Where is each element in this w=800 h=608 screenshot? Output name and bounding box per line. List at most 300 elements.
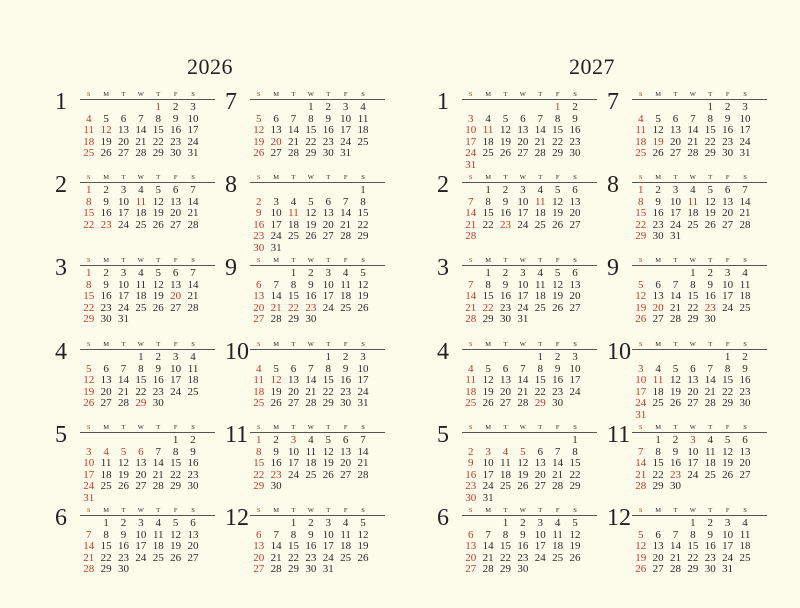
day-number: 2 — [467, 445, 474, 458]
month-block — [225, 256, 385, 336]
month-block — [607, 340, 767, 420]
month-number: 2 — [55, 172, 67, 198]
day-number: 1 — [172, 434, 179, 446]
day-number: 15 — [170, 457, 182, 470]
day-number: 10 — [739, 112, 751, 125]
month-number: 10 — [225, 339, 249, 365]
empty-cell — [649, 268, 666, 280]
day-number: 5 — [360, 267, 366, 279]
empty-cell — [497, 102, 514, 114]
weekday-label: F — [173, 174, 178, 181]
day-number: 26 — [83, 397, 95, 410]
weekday-label: S — [256, 507, 261, 514]
weekday-header — [462, 506, 597, 516]
day-number: 24 — [722, 301, 734, 314]
day-number: 13 — [322, 207, 334, 220]
day-number: 31 — [357, 397, 369, 410]
day-number: 11 — [340, 528, 351, 541]
day-number: 17 — [739, 124, 751, 137]
day-number: 10 — [187, 112, 199, 125]
weekday-label: W — [689, 507, 696, 514]
day-number: 12 — [482, 374, 494, 387]
weekday-label: T — [156, 341, 161, 348]
empty-cell — [479, 352, 496, 364]
day-number: 27 — [340, 468, 352, 481]
day-number: 12 — [704, 195, 716, 208]
day-number: 8 — [360, 195, 366, 208]
day-number: 19 — [482, 385, 494, 398]
day-grid — [462, 352, 597, 410]
weekday-label: W — [689, 424, 696, 431]
month-grid — [250, 340, 385, 410]
day-number: 3 — [342, 101, 349, 113]
day-number: 18 — [253, 385, 265, 398]
day-number: 5 — [707, 184, 713, 196]
day-number: 13 — [652, 540, 664, 553]
day-number: 29 — [152, 147, 164, 160]
day-number: 22 — [534, 385, 546, 398]
day-number: 15 — [322, 374, 334, 387]
weekday-label: M — [273, 507, 279, 514]
day-number: 15 — [287, 540, 299, 553]
day-number: 6 — [502, 362, 509, 375]
day-number: 22 — [687, 551, 699, 564]
empty-cell — [462, 352, 479, 364]
day-number: 19 — [305, 218, 317, 231]
month-block — [225, 423, 385, 503]
weekday-label: F — [173, 424, 178, 431]
day-number: 26 — [652, 147, 664, 160]
day-number: 6 — [255, 528, 262, 541]
day-number: 12 — [170, 528, 182, 541]
day-grid — [632, 352, 767, 422]
day-number: 6 — [572, 184, 578, 196]
day-number: 9 — [707, 528, 713, 541]
day-number: 19 — [83, 385, 95, 398]
weekday-label: T — [538, 174, 543, 181]
day-number: 1 — [485, 184, 491, 196]
day-number: 26 — [100, 147, 112, 160]
weekday-label: M — [655, 174, 661, 181]
day-number: 30 — [270, 480, 282, 493]
day-number: 28 — [534, 147, 546, 160]
empty-cell — [302, 185, 319, 197]
weekday-label: F — [555, 257, 560, 264]
day-number: 25 — [187, 385, 199, 398]
weekday-label: W — [519, 174, 526, 181]
day-number: 31 — [270, 241, 282, 254]
day-number: 24 — [482, 480, 494, 493]
day-number: 1 — [290, 267, 297, 279]
weekday-label: W — [307, 91, 314, 98]
empty-cell — [667, 518, 684, 530]
day-number: 24 — [340, 135, 352, 148]
day-number: 12 — [152, 278, 164, 291]
day-number: 31 — [635, 408, 647, 421]
weekday-label: T — [156, 507, 161, 514]
day-number: 22 — [687, 301, 699, 314]
weekday-header — [80, 256, 215, 266]
day-number: 7 — [637, 445, 644, 458]
day-number: 19 — [552, 290, 564, 303]
month-number: 5 — [55, 422, 67, 448]
day-grid — [462, 518, 597, 576]
day-number: 28 — [270, 313, 282, 326]
day-number: 27 — [170, 218, 182, 231]
day-number: 30 — [499, 313, 511, 326]
day-number: 17 — [517, 207, 529, 220]
day-number: 6 — [655, 528, 661, 541]
day-number: 8 — [85, 278, 92, 291]
day-number: 19 — [499, 135, 511, 148]
day-number: 21 — [669, 301, 681, 314]
weekday-label: M — [655, 257, 661, 264]
day-number: 13 — [287, 374, 299, 387]
day-number: 2 — [103, 267, 109, 279]
month-grid — [80, 90, 215, 160]
day-number: 24 — [722, 551, 734, 564]
day-number: 16 — [100, 290, 112, 303]
weekday-label: W — [689, 257, 696, 264]
day-number: 17 — [340, 124, 352, 137]
day-number: 1 — [690, 267, 696, 279]
day-number: 26 — [704, 218, 716, 231]
weekday-label: F — [343, 174, 348, 181]
month-block — [437, 506, 597, 586]
day-number: 19 — [635, 301, 647, 314]
weekday-label: S — [361, 91, 365, 98]
day-number: 19 — [569, 540, 581, 553]
day-number: 19 — [517, 468, 529, 481]
day-number: 10 — [322, 528, 334, 541]
day-number: 7 — [554, 445, 561, 458]
day-number: 26 — [517, 480, 529, 493]
weekday-label: T — [291, 174, 296, 181]
day-number: 23 — [100, 301, 112, 314]
day-number: 20 — [187, 540, 199, 553]
day-number: 6 — [325, 195, 331, 208]
weekday-label: W — [519, 424, 526, 431]
day-number: 4 — [707, 434, 713, 446]
day-number: 16 — [100, 207, 112, 220]
day-number: 26 — [270, 397, 282, 410]
day-number: 30 — [569, 147, 581, 160]
day-number: 25 — [340, 551, 352, 564]
day-number: 1 — [707, 101, 713, 113]
day-number: 31 — [722, 563, 734, 576]
day-number: 30 — [152, 397, 164, 410]
day-number: 13 — [569, 278, 581, 291]
weekday-label: W — [519, 257, 526, 264]
day-number: 15 — [83, 207, 95, 220]
month-grid — [250, 90, 385, 160]
day-number: 8 — [290, 278, 297, 291]
day-number: 20 — [534, 468, 546, 481]
weekday-header — [250, 423, 385, 433]
day-number: 29 — [83, 313, 95, 326]
day-number: 3 — [742, 101, 748, 113]
day-number: 5 — [572, 517, 578, 529]
day-number: 2 — [502, 267, 509, 279]
weekday-label: F — [173, 507, 178, 514]
day-number: 8 — [485, 278, 491, 291]
day-number: 5 — [120, 445, 127, 458]
day-number: 2 — [172, 101, 179, 113]
weekday-label: S — [86, 174, 91, 181]
day-number: 27 — [652, 563, 664, 576]
day-number: 11 — [253, 374, 264, 387]
day-number: 12 — [270, 374, 282, 387]
day-number: 24 — [270, 230, 282, 243]
day-grid — [632, 268, 767, 326]
weekday-label: W — [137, 341, 144, 348]
day-number: 18 — [635, 135, 647, 148]
day-number: 5 — [255, 112, 262, 125]
day-number: 15 — [635, 207, 647, 220]
weekday-label: F — [725, 424, 730, 431]
day-number: 5 — [360, 517, 366, 529]
weekday-label: M — [103, 257, 109, 264]
day-number: 3 — [572, 351, 578, 363]
day-number: 28 — [739, 218, 751, 231]
day-number: 25 — [305, 468, 317, 481]
day-number: 25 — [635, 147, 647, 160]
day-number: 27 — [739, 468, 751, 481]
month-number: 3 — [437, 255, 449, 281]
weekday-label: M — [103, 341, 109, 348]
weekday-label: T — [673, 424, 678, 431]
day-number: 2 — [273, 434, 279, 446]
day-number: 30 — [652, 230, 664, 243]
weekday-label: S — [573, 507, 577, 514]
weekday-label: T — [326, 91, 331, 98]
day-number: 11 — [482, 124, 494, 137]
month-block — [225, 90, 385, 170]
weekday-label: S — [573, 424, 577, 431]
day-number: 12 — [117, 457, 129, 470]
day-number: 17 — [687, 457, 699, 470]
weekday-label: M — [103, 424, 109, 431]
day-grid — [632, 185, 767, 243]
day-number: 9 — [255, 207, 262, 220]
weekday-label: S — [86, 257, 91, 264]
day-grid — [250, 435, 385, 493]
day-number: 6 — [120, 112, 127, 125]
day-number: 16 — [253, 218, 265, 231]
weekday-label: M — [485, 507, 491, 514]
day-number: 28 — [340, 230, 352, 243]
day-number: 24 — [187, 135, 199, 148]
day-number: 21 — [305, 385, 317, 398]
weekday-header — [250, 340, 385, 350]
day-number: 30 — [465, 491, 477, 504]
day-grid — [462, 268, 597, 326]
day-number: 4 — [742, 517, 748, 529]
day-number: 27 — [135, 480, 147, 493]
day-number: 10 — [517, 278, 529, 291]
day-number: 14 — [552, 457, 564, 470]
weekday-label: T — [673, 91, 678, 98]
day-number: 16 — [152, 374, 164, 387]
weekday-label: T — [326, 174, 331, 181]
day-number: 3 — [467, 112, 474, 125]
day-number: 27 — [100, 397, 112, 410]
day-number: 15 — [305, 124, 317, 137]
day-number: 25 — [152, 551, 164, 564]
day-number: 28 — [687, 147, 699, 160]
day-number: 17 — [722, 540, 734, 553]
weekday-label: S — [191, 507, 195, 514]
day-number: 22 — [552, 135, 564, 148]
weekday-label: S — [256, 257, 261, 264]
day-number: 27 — [270, 147, 282, 160]
day-number: 16 — [305, 290, 317, 303]
weekday-label: T — [156, 174, 161, 181]
weekday-label: W — [307, 174, 314, 181]
day-number: 26 — [305, 230, 317, 243]
empty-cell — [115, 352, 132, 364]
month-grid — [250, 173, 385, 255]
day-number: 14 — [152, 457, 164, 470]
day-grid — [80, 435, 215, 505]
day-number: 9 — [172, 112, 179, 125]
day-number: 8 — [172, 445, 179, 458]
day-number: 14 — [465, 207, 477, 220]
weekday-label: T — [708, 91, 713, 98]
day-number: 22 — [635, 218, 647, 231]
day-number: 16 — [704, 540, 716, 553]
day-number: 1 — [290, 517, 297, 529]
day-number: 30 — [704, 563, 716, 576]
day-number: 14 — [517, 374, 529, 387]
weekday-label: S — [86, 424, 91, 431]
weekday-label: T — [503, 91, 508, 98]
day-number: 7 — [360, 434, 366, 446]
day-number: 7 — [485, 528, 491, 541]
day-number: 9 — [502, 278, 509, 291]
day-number: 1 — [360, 184, 366, 196]
day-number: 1 — [554, 101, 561, 113]
day-number: 23 — [499, 218, 511, 231]
day-number: 24 — [357, 385, 369, 398]
day-number: 4 — [342, 517, 349, 529]
month-block — [607, 256, 767, 336]
day-number: 28 — [635, 480, 647, 493]
month-block — [55, 90, 215, 170]
day-number: 15 — [253, 457, 265, 470]
year-title: 2026 — [187, 54, 233, 79]
day-number: 22 — [357, 218, 369, 231]
day-number: 22 — [100, 551, 112, 564]
weekday-label: M — [273, 174, 279, 181]
weekday-label: W — [307, 507, 314, 514]
day-number: 26 — [552, 218, 564, 231]
day-number: 17 — [669, 207, 681, 220]
day-number: 18 — [357, 124, 369, 137]
weekday-label: S — [468, 341, 473, 348]
day-number: 21 — [465, 301, 477, 314]
weekday-label: T — [156, 91, 161, 98]
day-number: 30 — [517, 563, 529, 576]
day-number: 3 — [690, 434, 696, 446]
day-number: 4 — [290, 195, 297, 208]
day-number: 25 — [83, 147, 95, 160]
day-grid — [80, 102, 215, 160]
day-number: 5 — [103, 112, 109, 125]
day-number: 5 — [155, 184, 161, 196]
weekday-label: S — [361, 507, 365, 514]
day-number: 21 — [482, 551, 494, 564]
day-number: 10 — [135, 528, 147, 541]
weekday-label: F — [725, 341, 730, 348]
day-number: 19 — [669, 385, 681, 398]
day-number: 22 — [499, 551, 511, 564]
day-number: 26 — [552, 301, 564, 314]
empty-cell — [250, 268, 267, 280]
day-number: 1 — [103, 517, 109, 529]
weekday-label: F — [343, 341, 348, 348]
month-block — [225, 340, 385, 420]
month-number: 5 — [437, 422, 449, 448]
day-number: 2 — [655, 184, 661, 196]
day-number: 1 — [655, 434, 661, 446]
day-number: 29 — [722, 397, 734, 410]
day-number: 15 — [357, 207, 369, 220]
day-number: 24 — [287, 468, 299, 481]
day-number: 25 — [652, 397, 664, 410]
day-number: 8 — [572, 445, 578, 458]
day-number: 3 — [190, 101, 196, 113]
month-grid — [80, 173, 215, 231]
day-number: 10 — [270, 207, 282, 220]
day-number: 11 — [100, 457, 112, 470]
day-number: 5 — [637, 278, 644, 291]
day-number: 4 — [742, 267, 748, 279]
day-number: 2 — [672, 434, 679, 446]
day-number: 14 — [669, 290, 681, 303]
day-number: 4 — [655, 362, 661, 375]
day-number: 4 — [308, 434, 314, 446]
day-number: 27 — [569, 218, 581, 231]
day-number: 29 — [499, 563, 511, 576]
day-number: 26 — [499, 147, 511, 160]
empty-cell — [462, 268, 479, 280]
day-number: 10 — [117, 195, 129, 208]
day-number: 25 — [534, 301, 546, 314]
day-number: 20 — [687, 385, 699, 398]
month-grid — [632, 256, 767, 326]
day-grid — [462, 435, 597, 505]
day-number: 17 — [465, 135, 477, 148]
day-number: 10 — [322, 278, 334, 291]
day-number: 6 — [672, 112, 679, 125]
day-number: 18 — [287, 218, 299, 231]
day-number: 29 — [287, 563, 299, 576]
weekday-label: M — [103, 507, 109, 514]
day-number: 8 — [138, 362, 144, 375]
day-grid — [250, 102, 385, 160]
day-number: 29 — [534, 397, 546, 410]
day-number: 19 — [357, 540, 369, 553]
weekday-label: T — [156, 424, 161, 431]
day-number: 11 — [135, 278, 147, 291]
day-number: 10 — [669, 195, 681, 208]
day-number: 30 — [100, 313, 112, 326]
day-number: 20 — [669, 135, 681, 148]
month-block — [437, 340, 597, 420]
day-number: 5 — [273, 362, 279, 375]
weekday-label: W — [307, 257, 314, 264]
